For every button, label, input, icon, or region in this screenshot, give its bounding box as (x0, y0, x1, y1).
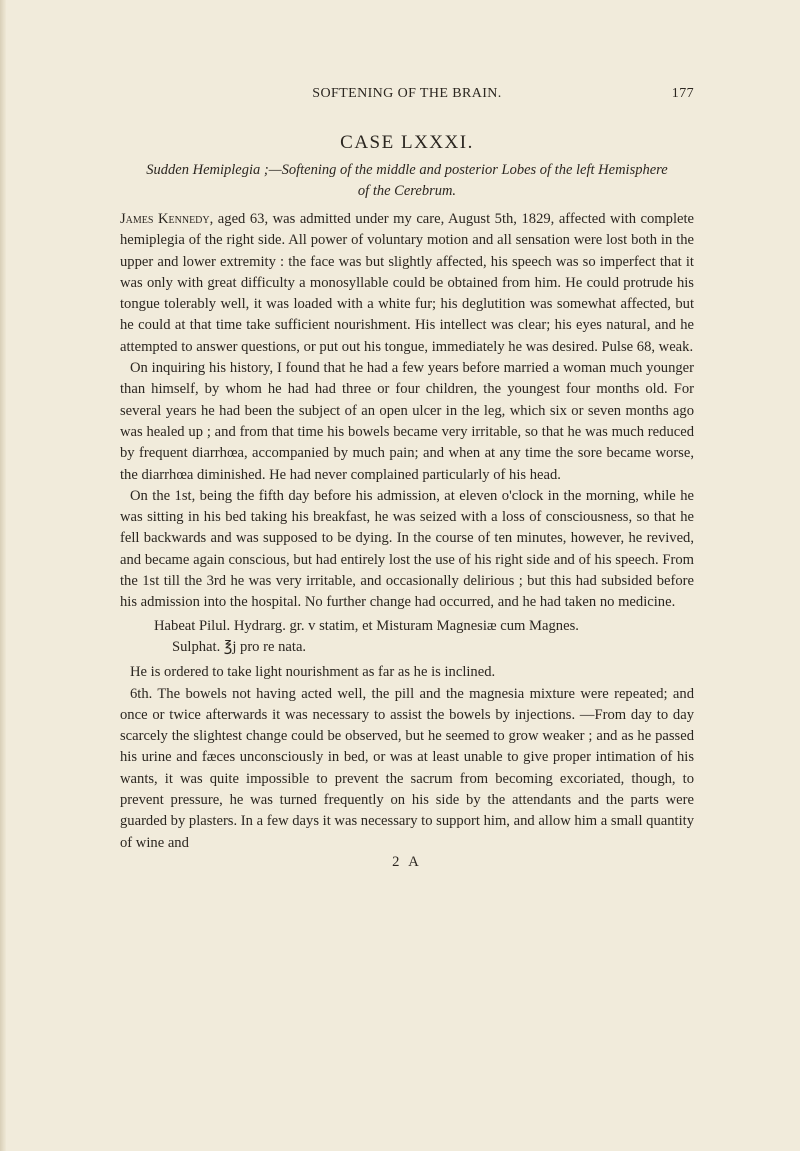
paragraph-admission-text: aged 63, was admitted under my care, August 5th, 1829, affected with complete hemiplegia of the right side. All power of voluntary motion and all sensation were lost both in the upper and lower extremity : the face was but slightly affected, his speech was so imperfect that it was only with great difficulty a monosyllable could be obtained from him. He could protrude his tongue tolerably well, it was loaded with a white fur; his deglutition was somewhat affected, but he could at that time take sufficient nourishment. His intellect was clear; his eyes natural, and he attempted to answer questions, or put out his tongue, immediately he was desired. Pulse 68, weak. (120, 211, 695, 355)
paragraph-admission (120, 209, 694, 358)
running-title: SOFTENING OF THE BRAIN. (312, 86, 502, 101)
case-title: CASE LXXXI. (340, 132, 474, 153)
paragraph-progress: 6th. The bowels not having acted well, the pill and the magnesia mixture were repeated; and once or twice afterwards it was necessary to assist the bowels by injections. —From day to day scarcely the slightest change could be observed, but he seemed to grow weaker ; and as he passed his urine and fæces unconsciously in bed, or was at least unable to give proper intimation of his wants, it was quite impossible to prevent the sacrum from becoming excoriated, though, to prevent pressure, he was turned frequently on his side by the attendants and the parts were guarded by plasters. In a few days it was necessary to support him, and allow him a small quantity of wine and (120, 685, 694, 851)
subtitle-line-1: Sudden Hemiplegia ;—Softening of the middle and posterior Lobes of the left Hemisphere (146, 162, 668, 178)
patient-name: James Kennedy, (120, 211, 214, 227)
paragraph-history: On inquiring his history, I found that he had a few years before married a woman much younger than himself, by whom he had had three or four children, the youngest four months old. For several years he had been the subject of an open ulcer in the leg, which six or seven months ago was healed up ; and from that time his bowels became very irritable, so that he was much reduced by frequent diarrhœa, accompanied by much pain; and when at any time the sore became worse, the diarrhœa diminished. He had never complained particularly of his head. (120, 360, 694, 483)
page-number: 177 (671, 86, 694, 101)
running-head (120, 86, 694, 106)
signature-mark: 2 A (392, 853, 422, 870)
case-subtitle (120, 160, 694, 202)
prescription-line-1: Habeat Pilul. Hydrarg. gr. v statim, et Misturam Magnesiæ cum Magnes. (154, 617, 579, 634)
book-page (120, 86, 694, 871)
paragraph-diet: He is ordered to take light nourishment as far as he is inclined. (130, 664, 496, 681)
page-edge (0, 0, 6, 1151)
case-body (120, 209, 694, 854)
subtitle-line-2: of the Cerebrum. (357, 183, 457, 199)
paragraph-onset: On the 1st, being the fifth day before his admission, at eleven o'clock in the morning, while he was sitting in his bed taking his breakfast, he was seized with a loss of consciousness, so that he fell backwards and was supposed to be dying. In the course of ten minutes, however, he revived, and became again conscious, but had entirely lost the use of his right side and of his speech. From the 1st till the 3rd he was very irritable, and occasionally delirious ; but this had subsided before his admission into the hospital. No further change had occurred, and he had taken no medicine. (120, 487, 694, 611)
prescription-line-2: Sulphat. ℥j pro re nata. (172, 638, 307, 655)
